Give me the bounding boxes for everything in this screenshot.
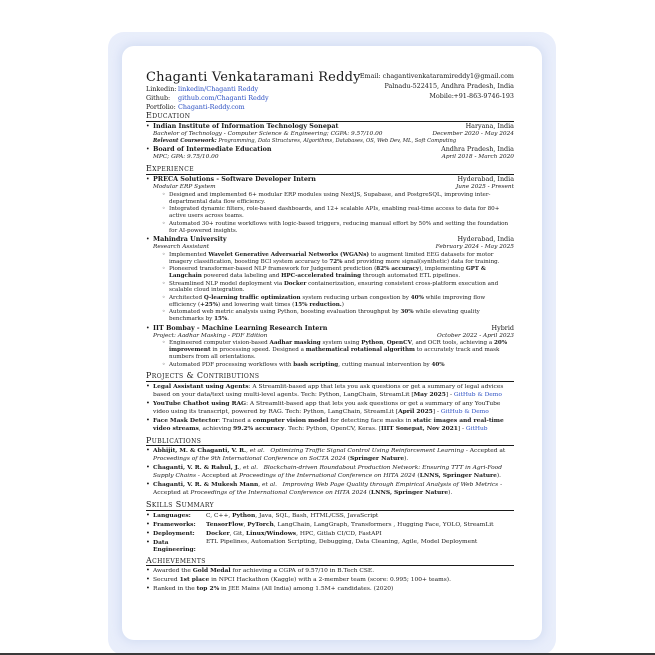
experience-entry bbox=[146, 325, 514, 369]
list-item: ◦ Pioneered transformer-based NLP framework for Judgement prediction (82% accuracy), implementing GPT & Langchain powered data labeling and HPC-accelerated training through automated ETL pipelines. bbox=[162, 266, 514, 280]
experience-dates: June 2025 - Present bbox=[455, 184, 514, 191]
resume-page bbox=[122, 46, 542, 640]
role: Project: Aadhar Masking - PDF Edition bbox=[153, 332, 268, 339]
education-heading: Education bbox=[146, 111, 514, 122]
organization: PRECA Solutions - Software Developer Intern bbox=[153, 175, 316, 184]
linkedin-label: Linkedin: bbox=[146, 85, 177, 93]
github-link[interactable]: github.com/Chaganti Reddy bbox=[178, 94, 269, 102]
contact-details bbox=[360, 72, 514, 101]
achievement-item: • Secured 1st place in NPCI Hackathon (Kaggle) with a 2-member team (score: 0.995; 100+ teams). bbox=[146, 576, 514, 584]
project-link[interactable]: GitHub & Demo bbox=[453, 391, 502, 398]
education-entry bbox=[146, 146, 514, 161]
list-item: ◦ Architected Q-learning traffic optimization system reducing urban congestion by 40% while improving flow efficiency (+25%) and lowering wait times (15% reduction.) bbox=[162, 295, 514, 309]
list-item: ◦ Designed and implemented 6+ modular ERP modules using NextJS, Supabase, and PostgreSQL, improving inter-departmental data flow efficiency. bbox=[162, 192, 514, 206]
achievements-heading: Achievements bbox=[146, 556, 514, 567]
organization: Mahindra University bbox=[153, 235, 227, 244]
projects-heading: Projects & Contributions bbox=[146, 371, 514, 382]
role: Research Assistant bbox=[153, 244, 210, 251]
coursework bbox=[153, 138, 514, 145]
publication-item: • Chaganti, V. R. & Rahul, J., et al. Blockchain-driven Roundabout Production Network: Ensuring TTT in Agri-Food Supply Chains - Accepted at Proceedings of the International Conference on HITA 2024 (LNNS, Springer Nature). bbox=[146, 464, 514, 480]
bullet-icon: • bbox=[146, 324, 150, 332]
experience-entry bbox=[146, 236, 514, 323]
mobile-number: +91-863-9746-193 bbox=[453, 91, 514, 100]
list-item: ◦ Automated web metric analysis using Python, boosting evaluation throughput by 30% while elevating quality benchmarks by 15%. bbox=[162, 309, 514, 323]
bullet-icon: • bbox=[146, 236, 150, 244]
degree: Bachelor of Technology - Computer Science & Engineering; CGPA: 9.57/10.00 bbox=[153, 131, 383, 138]
list-item: ◦ Streamlined NLP model deployment via Docker containerization, ensuring consistent cross-platform execution and scalable cloud integration. bbox=[162, 281, 514, 295]
organization-location: Hyderabad, India bbox=[457, 235, 514, 244]
coursework-label: Relevant Coursework: bbox=[153, 138, 217, 145]
linkedin-link[interactable]: linkedin/Chaganti Reddy bbox=[178, 85, 259, 93]
bullet-icon: • bbox=[146, 146, 150, 154]
experience-heading: Experience bbox=[146, 164, 514, 175]
portfolio-label: Portfolio: bbox=[146, 103, 176, 111]
publication-item: • Abhijit, M. & Chaganti, V. R., et al. Optimizing Traffic Signal Control Using Reinforcement Learning - Accepted at Proceedings of the 9th International Conference on SoCTA 2024 (Springer Nature). bbox=[146, 447, 514, 463]
project-item: • Legal Assistant using Agents: A Streamlit-based app that lets you ask questions or get a summary of legal advices based on your data/text using multi-level agents. Tech: Python, LangChain, StreamLit [May 2025] - GitHub & Demo bbox=[146, 383, 514, 399]
achievement-item: • Awarded the Gold Medal for achieving a CGPA of 9.57/10 in B.Tech CSE. bbox=[146, 567, 514, 575]
school-location: Haryana, India bbox=[465, 122, 514, 131]
list-item: ◦ Automated 30+ routine workflows with logic-based triggers, reducing manual effort by 50% and setting the foundation for AI-powered insights. bbox=[162, 221, 514, 235]
school-name: Indian Institute of Information Technology Sonepat bbox=[153, 122, 339, 131]
resume-header bbox=[146, 70, 514, 111]
school-name: Board of Intermediate Education bbox=[153, 145, 272, 154]
achievement-item: • Ranked in the top 2% in JEE Mains (All India) among 1.5M+ candidates. (2020) bbox=[146, 585, 514, 593]
skill-row: • Frameworks: TensorFlow, PyTorch, LangChain, LangGraph, Transformers , Hugging Face, YOLO, StreamLit bbox=[146, 521, 514, 529]
project-item: • YouTube Chatbot using RAG: A Streamlit-based app that lets you ask questions or get a summary of any YouTube video using its transcript, powered by RAG. Tech: Python, LangChain, StreamLit [April 2025] - GitHub & Demo bbox=[146, 400, 514, 416]
bullet-icon: • bbox=[146, 176, 150, 184]
bullet-icon: • bbox=[146, 123, 150, 131]
education-entry bbox=[146, 123, 514, 144]
skills-heading: Skills Summary bbox=[146, 500, 514, 511]
education-dates: April 2018 - March 2020 bbox=[441, 154, 514, 161]
education-dates: December 2020 - May 2024 bbox=[432, 131, 514, 138]
organization-location: Hybrid bbox=[491, 323, 514, 332]
organization: IIT Bombay - Machine Learning Research Intern bbox=[153, 323, 328, 332]
email-text: Email: chagantivenkataramireddy1@gmail.com bbox=[359, 72, 514, 80]
publications-heading: Publications bbox=[146, 436, 514, 447]
experience-dates: February 2024 - May 2025 bbox=[435, 244, 514, 251]
address-text: Palnadu-522415, Andhra Pradesh, India bbox=[384, 81, 514, 90]
experience-dates: October 2022 - April 2023 bbox=[437, 332, 514, 339]
coursework-list: Programming, Data Structures, Algorithms, Databases, OS, Web Dev, ML, Soft Computing bbox=[218, 138, 457, 145]
list-item: ◦ Integrated dynamic filters, role-based dashboards, and 12+ scalable APIs, enabling real-time access to data for 80+ active users across teams. bbox=[162, 206, 514, 220]
list-item: ◦ Automated PDF processing workflows with bash scripting, cutting manual intervention by 40% bbox=[162, 362, 514, 369]
list-item: ◦ Engineered computer vision-based Aadhar masking system using Python, OpenCV, and OCR tools, achieving a 20% improvement in processing speed. Designed a mathematical rotational algorithm to accurately track and mask numbers from all orientations. bbox=[162, 340, 514, 360]
github-label: Github: bbox=[146, 94, 171, 102]
role: Modular ERP System bbox=[153, 184, 216, 191]
portfolio-link[interactable]: Chaganti-Reddy.com bbox=[178, 103, 245, 111]
project-item: • Face Mask Detector: Trained a computer vision model for detecting face masks in static images and real-time video streams, achieving 99.2% accuracy. Tech: Python, OpenCV, Keras. [IIIT Sonepat, Nov 2021] - GitHub bbox=[146, 417, 514, 433]
project-link[interactable]: GitHub & Demo bbox=[440, 408, 489, 415]
mobile-label: Mobile: bbox=[429, 91, 454, 100]
experience-entry bbox=[146, 176, 514, 234]
skill-row: • Languages: C, C++, Python, Java, SQL, Bash, HTML/CSS, JavaScript bbox=[146, 512, 514, 520]
list-item: ◦ Implemented Wavelet Generative Adversarial Networks (WGANs) to augment limited EEG datasets for motor imagery classification, boosting BCI system accuracy to 72% and providing more signal(synthetic) data for training. bbox=[162, 252, 514, 266]
publication-item: • Chaganti, V. R. & Mukesh Mann, et al. Improving Web Page Quality through Empirical Analysis of Web Metrics - Accepted at Proceedings of the International Conference on HITA 2024 (LNNS, Springer Nature). bbox=[146, 481, 514, 497]
skill-row: • Data Engineering: ETL Pipelines, Automation Scripting, Debugging, Data Cleaning, Agile, Model Deployment bbox=[146, 539, 514, 553]
organization-location: Hyderabad, India bbox=[457, 175, 514, 184]
school-location: Andhra Pradesh, India bbox=[441, 145, 514, 154]
project-link[interactable]: GitHub bbox=[465, 425, 488, 432]
degree: MPC; GPA: 9.75/10.00 bbox=[153, 154, 219, 161]
skill-row: • Deployment: Docker, Git, Linux/Windows, HPC, Gitlab CI/CD, FastAPI bbox=[146, 530, 514, 538]
candidate-name: Chaganti Venkataramani Reddy bbox=[146, 70, 361, 85]
